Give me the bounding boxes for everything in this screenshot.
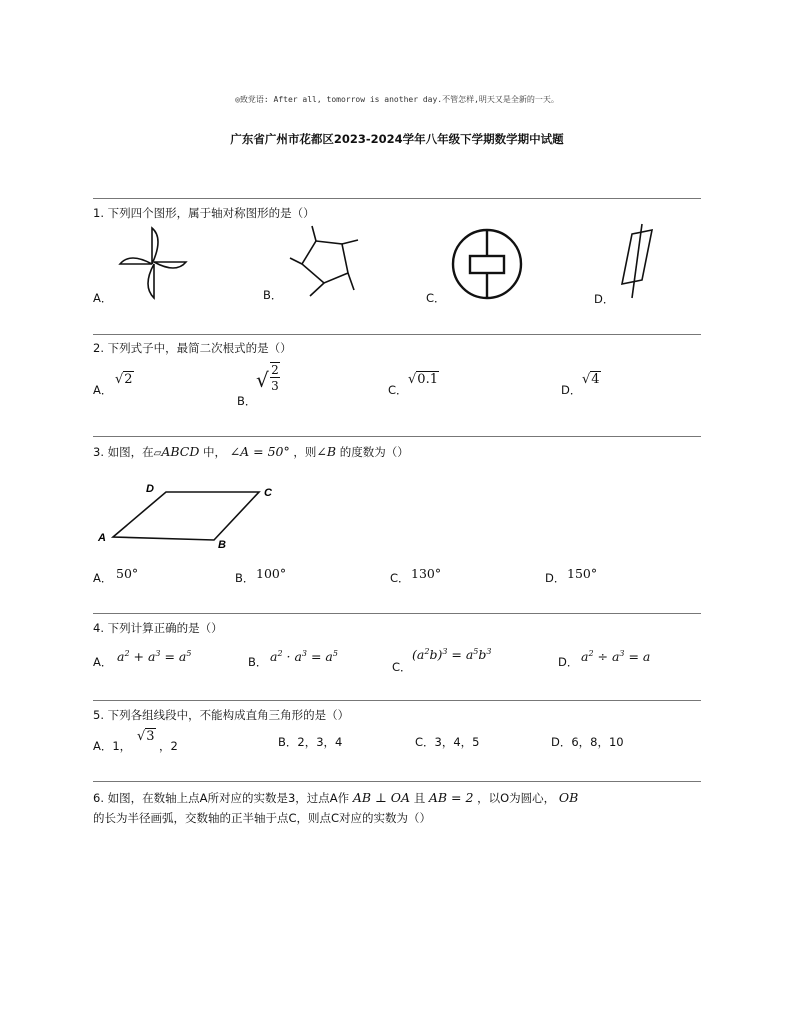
q4-option-d-label: D． <box>558 655 579 669</box>
radicand: 2 <box>124 372 133 387</box>
q5-option-b: B．2，3，4 <box>278 735 343 749</box>
q4-option-c-expr: $(a^2b)^3 = a^5b^3$ <box>412 647 492 663</box>
coin-icon <box>449 226 525 302</box>
divider <box>93 198 701 199</box>
question-2-stem: 2. 下列式子中，最简二次根式的是（） <box>93 341 292 355</box>
question-4-stem: 4. 下列计算正确的是（） <box>93 621 223 635</box>
divider <box>93 613 701 614</box>
vertex-a-label: A <box>98 532 106 544</box>
radicand: 4 <box>591 372 600 387</box>
q4-option-b-expr: $a^2 \cdot a^3 = a^5$ <box>270 649 338 665</box>
q3-option-b-value: 100° <box>256 566 287 581</box>
q3-option-d-label: D． <box>545 571 566 585</box>
divider <box>93 334 701 335</box>
pinwheel-icon <box>118 224 190 300</box>
divider <box>93 436 701 437</box>
q3-option-b-label: B． <box>235 571 255 585</box>
stem-text: ，以O为圆心， <box>477 791 556 805</box>
question-1-stem: 1. 下列四个图形，属于轴对称图形的是（） <box>93 206 315 220</box>
math: ABCD <box>161 444 200 459</box>
radicand: 3 <box>146 729 155 744</box>
vertex-d-label: D <box>146 483 154 495</box>
q2-option-c-expr: √0.1 <box>408 372 438 387</box>
vertex-b-label: B <box>218 539 226 551</box>
parallelogram-cross-icon <box>612 222 662 302</box>
stem-text: 的度数为（） <box>339 445 409 459</box>
q3-option-c-value: 130° <box>411 566 442 581</box>
stem-text: 6. 如图，在数轴上点A所对应的实数是3，过点A作 <box>93 791 350 805</box>
radicand: 0.1 <box>417 372 438 387</box>
q3-option-d-value: 150° <box>567 566 598 581</box>
q4-option-d-expr: $a^2 \div a^3 = a$ <box>581 649 651 665</box>
divider <box>93 700 701 701</box>
q3-option-c-label: C． <box>390 571 410 585</box>
math: ∠B <box>316 444 337 459</box>
question-5-stem: 5. 下列各组线段中，不能构成直角三角形的是（） <box>93 708 350 722</box>
parallelogram-symbol: ▱ <box>153 448 162 459</box>
q5-option-d: D．6，8，10 <box>551 735 624 749</box>
question-6-stem <box>93 790 578 806</box>
q2-option-b-radical: √ <box>256 368 269 392</box>
stem-text: 中， <box>203 445 227 459</box>
q3-option-a-value: 50° <box>116 566 139 581</box>
q2-option-c-label: C． <box>388 383 408 397</box>
q1-option-d-label: D． <box>594 292 615 306</box>
divider <box>93 781 701 782</box>
question-3-stem <box>93 444 409 462</box>
math: ∠A = 50° <box>229 444 290 459</box>
math: OB <box>558 790 579 805</box>
stem-text: ，则 <box>293 445 317 459</box>
q2-option-a-label: A． <box>93 383 113 397</box>
q5-option-a-label: A．1， <box>93 739 132 753</box>
page-title: 广东省广州市花都区2023-2024学年八年级下学期数学期中试题 <box>230 132 564 146</box>
q2-option-d-expr: √4 <box>582 372 600 387</box>
q5-option-a-tail: ，2 <box>159 739 178 753</box>
q1-option-a-label: A． <box>93 291 113 305</box>
stem-text: 3. 如图，在 <box>93 445 154 459</box>
q2-option-b-label: B． <box>237 394 257 408</box>
stem-text: 且 <box>413 791 426 805</box>
header-note: ◎致党语: After all, tomorrow is another day.不管怎样,明天又是全新的一天。 <box>235 95 559 104</box>
parallelogram-figure <box>96 480 286 552</box>
q3-option-a-label: A． <box>93 571 113 585</box>
math: AB = 2 <box>428 790 474 805</box>
q5-option-a-expr: √3 <box>137 729 155 744</box>
q2-option-b-numerator: 2 <box>271 363 279 377</box>
pentagon-rays-icon <box>288 224 364 300</box>
q2-option-d-label: D． <box>561 383 582 397</box>
question-6-stem-line2: 的长为半径画弧，交数轴的正半轴于点C，则点C对应的实数为（） <box>93 811 432 825</box>
q1-option-c-label: C． <box>426 291 446 305</box>
q4-option-b-label: B． <box>248 655 268 669</box>
vertex-c-label: C <box>264 487 272 499</box>
q1-option-b-label: B． <box>263 288 283 302</box>
q4-option-a-label: A． <box>93 655 113 669</box>
q4-option-c-label: C． <box>392 660 412 674</box>
q4-option-a-expr: $a^2 + a^3 = a^5$ <box>117 649 192 665</box>
q2-option-a-expr: √2 <box>115 372 133 387</box>
q5-option-c: C．3，4，5 <box>415 735 480 749</box>
q2-option-b-denominator: 3 <box>271 379 279 393</box>
math: AB ⊥ OA <box>352 790 411 805</box>
